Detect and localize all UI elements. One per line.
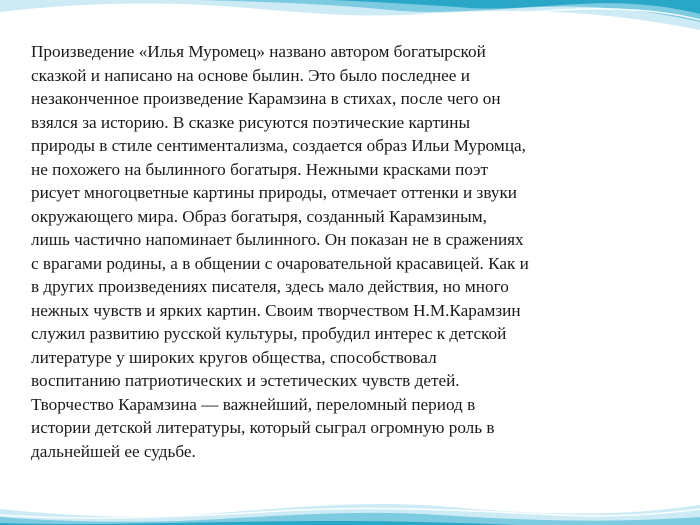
bottom-wave-decoration — [0, 465, 700, 525]
body-text: Произведение «Илья Муромец» названо автором богатырской сказкой и написано на основе былин. Это было последнее и незаконченное произведение Карамзина в стихах, после чего он взялся за историю. В сказке рисуются поэтические картины природы в стиле сентиментализма, создается образ Ильи Муромца, не похожего на былинного богатыря. Нежными красками поэт рисует многоцветные картины природы, отмечает оттенки и звуки окружающего мира. Образ богатыря, созданный Карамзиным, лишь частично напоминает былинного. Он показан не в сражениях с врагами родины, а в общении с очаровательной красавицей. Как и в других произведениях писателя, здесь мало действия, но много нежных чувств и ярких картин. Своим творчеством Н.М.Карамзин служил развитию русской культуры, пробудил интерес к детской литературе у широких кругов общества, способствовал воспитанию патриотических и эстетических чувств детей. Творчество Карамзина — важнейший, переломный период в истории детской литературы, который сыграл огромную роль в дальнейшей ее судьбе. — [31, 42, 529, 461]
